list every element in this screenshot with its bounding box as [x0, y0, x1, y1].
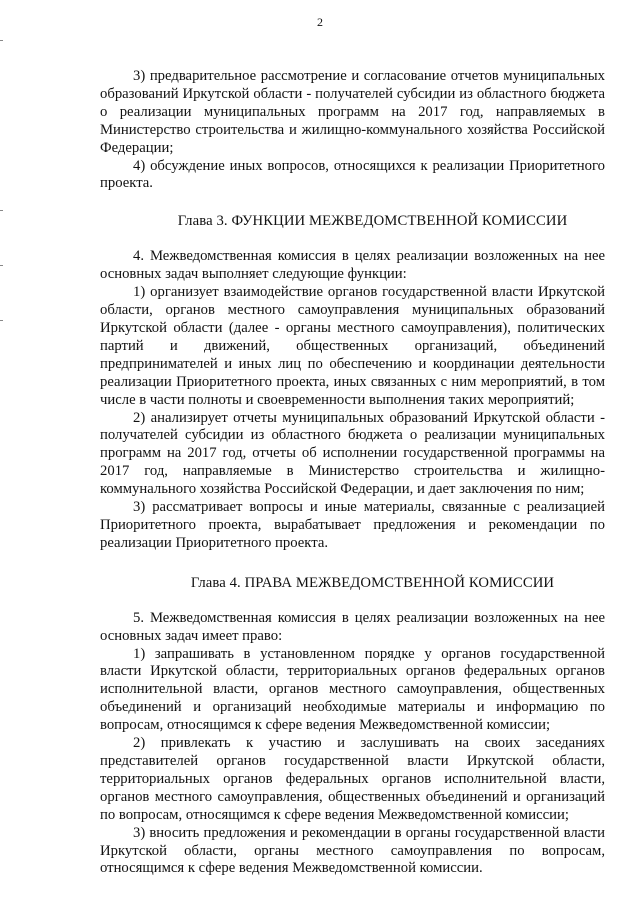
chapter-3-item-3: 3) рассматривает вопросы и иные материалы, связанные с реализацией Приоритетного проекта, вырабатывает предложения и рекомендации по реализации Приоритетного проекта.	[100, 499, 605, 551]
margin-mark	[0, 320, 3, 321]
paragraph-3-3: 3) предварительное рассмотрение и согласование отчетов муниципальных образований Иркутской области - получателей субсидии из областного бюджета о реализации муниципальных программ на 2017 год, направляемых в Министерство строительства и жилищно-коммунального хозяйства Российской Федерации;	[100, 68, 605, 156]
chapter-3-intro: 4. Межведомственная комиссия в целях реализации возложенных на нее основных задач выполняет следующие функции:	[100, 248, 605, 283]
chapter-4-heading: Глава 4. ПРАВА МЕЖВЕДОМСТВЕННОЙ КОМИССИИ	[190, 574, 555, 591]
chapter-4-item-3: 3) вносить предложения и рекомендации в органы государственной власти Иркутской области, органы местного самоуправления по вопросам, относящимся к сфере ведения Межведомственной комиссии.	[100, 824, 605, 877]
margin-mark	[0, 210, 3, 211]
document-body	[100, 68, 605, 878]
chapter-3-item-2: 2) анализирует отчеты муниципальных образований Иркутской области - получателей субсидии из областного бюджета о реализации муниципальных программ на 2017 год, отчеты об исполнении государственной программы на 2017 год, направляемые в Министерство строительства и жилищно-коммунального хозяйства Российской Федерации, и дает заключения по ним;	[100, 409, 605, 498]
paragraph-3-4: 4) обсуждение иных вопросов, относящихся к реализации Приоритетного проекта.	[100, 157, 605, 192]
margin-mark	[0, 265, 3, 266]
chapter-4-item-1: 1) запрашивать в установленном порядке у органов государственной власти Иркутской области, территориальных органов федеральных органов исполнительной власти, органов местного самоуправления, общественных объединений и организаций необходимые материалы и информацию по вопросам, относящимся к сфере ведения Межведомственной комиссии;	[100, 645, 605, 734]
chapter-3-item-1: 1) организует взаимодействие органов государственной власти Иркутской области, органов местного самоуправления муниципальных образований Иркутской области (далее - органы местного самоуправления), политических партий и движений, общественных организаций, объединений предпринимателей и иных лиц по обеспечению и координации деятельности реализации Приоритетного проекта, иных связанных с ним мероприятий, в том числе в части полноты и своевременности выполнения таких мероприятий;	[100, 284, 605, 408]
margin-mark	[0, 40, 3, 41]
chapter-4-intro: 5. Межведомственная комиссия в целях реализации возложенных на нее основных задач имеет право:	[100, 609, 605, 644]
page-number: 2	[317, 15, 323, 29]
chapter-4-item-2: 2) привлекать к участию и заслушивать на своих заседаниях представителей органов государственной власти Иркутской области, территориальных органов федеральных органов исполнительной власти, органов местного самоуправления, общественных объединений и организаций по вопросам, относящимся к сфере ведения Межведомственной комиссии;	[100, 735, 605, 823]
chapter-3-heading: Глава 3. ФУНКЦИИ МЕЖВЕДОМСТВЕННОЙ КОМИССИИ	[177, 213, 568, 230]
